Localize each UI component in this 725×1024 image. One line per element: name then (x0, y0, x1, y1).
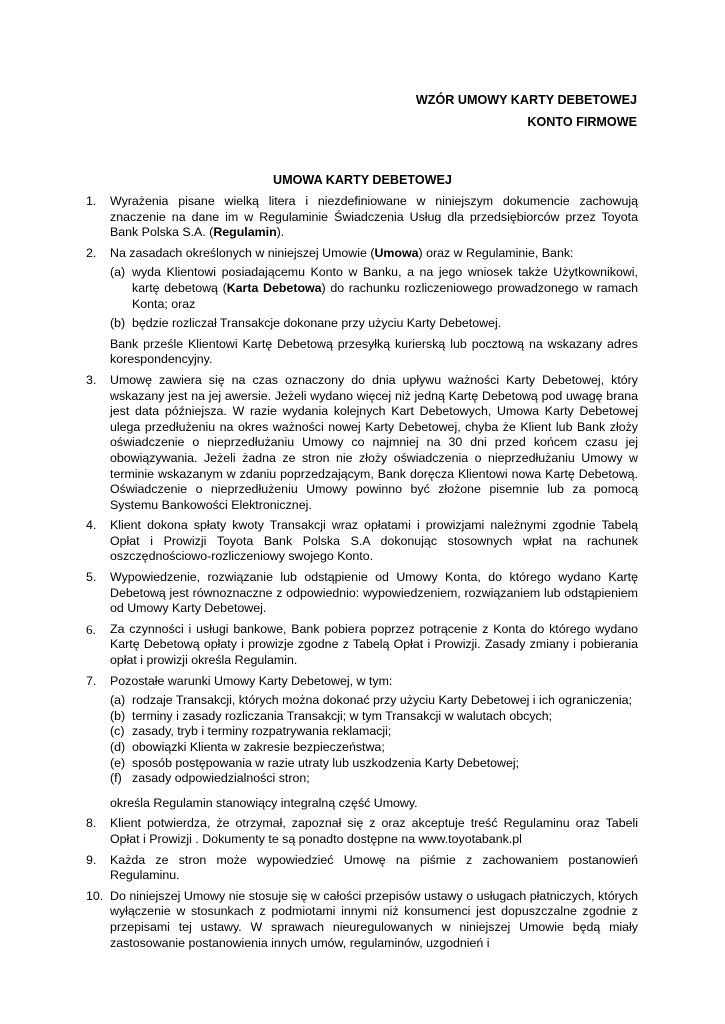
defined-term: Karta Debetowa (226, 280, 322, 295)
clause-text: Wypowiedzenie, rozwiązanie lub odstąpienie od Umowy Konta, do którego wydano Kartę Debetową jest równoznaczne z odpowiednio: wypowiedzeniem, rozwiązaniem lub odstąpieniem od Umowy Karty Debetowej. (110, 570, 638, 616)
clause-note: określa Regulamin stanowiący integralną część Umowy. (110, 795, 418, 810)
defined-term: Regulamin (213, 225, 277, 240)
clause-number: 6. (86, 621, 96, 637)
clause-9 (86, 853, 638, 884)
sub-item-b: (b) terminy i zasady rozliczania Transakcji; w tym Transakcji w walutach obcych; (110, 708, 553, 723)
clause-text: Umowę zawiera się na czas oznaczony do dnia upływu ważności Karty Debetowej, który wskazany jest na jej awersie. Jeżeli wydano więcej niż jedną Kartę Debetową pod uwagę brana jest data późniejsza. W razie wydania kolejnych Kart Debetowych, Umowa Karty Debetowej ulega przedłużeniu na okres ważności nowej Karty Debetowej, chyba że Klient lub Bank złoży oświadczenie o nieprzedłużaniu Umowy co najmniej na 30 dni przed końcem czasu jej obowiązywania. Jeżeli żadna ze stron nie złoży oświadczenia o nieprzedłużaniu Umowy w terminie wskazanym w zdaniu poprzedzającym, Bank doręcza Klientowi nowa Kartę Debetową. Oświadczenie o nieprzedłużeniu Umowy powinno być złożone pisemnie lub za pomocą Systemu Bankowości Elektronicznej. (110, 372, 638, 512)
sub-item-c: (c) zasady, tryb i terminy rozpatrywania reklamacji; (110, 724, 392, 739)
sub-item-f: (f) zasady odpowiedzialności stron; (110, 771, 310, 786)
clause-text: Za czynności i usługi bankowe, Bank pobiera poprzez potrącenie z Konta do którego wydano Kartę Debetową opłaty i prowizje zgodne z Tabelą Opłat i Prowizji. Zasady zmiany i pobierania opłat i prowizji określa Regulamin. (110, 621, 638, 668)
document-title: UMOWA KARTY DEBETOWEJ (273, 173, 452, 187)
clause-5 (86, 570, 638, 617)
clause-10 (86, 889, 638, 951)
header-line-2: KONTO FIRMOWE (527, 115, 637, 129)
defined-term: Umowa (374, 245, 419, 260)
header-line-1: WZÓR UMOWY KARTY DEBETOWEJ (415, 93, 637, 107)
clause-2 (86, 246, 638, 368)
clause-note: Bank prześle Klientowi Kartę Debetową przesyłką kurierską lub pocztową na wskazany adres korespondencyjny. (110, 336, 638, 367)
clause-1 (86, 194, 638, 241)
clause-number: 3. (86, 372, 97, 387)
clause-number: 1. (86, 194, 97, 208)
clause-3 (86, 373, 638, 513)
clause-number: 9. (86, 852, 97, 867)
clause-number: 4. (86, 518, 97, 533)
sub-item-d: (d) obowiązki Klienta w zakresie bezpieczeństwa; (110, 740, 385, 754)
clause-text: Na zasadach określonych w niniejszej Umowie (Umowa) oraz w Regulaminie, Bank: (110, 245, 574, 260)
sub-item-a: (a) wyda Klientowi posiadającemu Konto w Banku, a na jego wniosek także Użytkownikowi, kartę debetową (Karta Debetowa) do rachunku rozliczeniowego prowadzonego w ramach Konta; oraz (110, 265, 638, 311)
clause-number: 8. (86, 816, 97, 831)
clause-text: Wyrażenia pisane wielką litera i niezdefiniowane w niniejszym dokumencie zachowują znaczenie na dane im w Regulaminie Świadczenia Usług dla przedsiębiorców przez Toyota Bank Polska S.A. (Regulamin). (110, 194, 638, 240)
clause-text: Do niniejszej Umowy nie stosuje się w całości przepisów ustawy o usługach płatniczych, których wyłączenie w stosunkach z podmiotami innymi niż konsumenci jest dopuszczalne zgodnie z przepisami tej ustawy. W sprawach nieuregulowanych w niniejszej Umowie będą miały zastosowanie postanowienia innych umów, regulaminów, uzgodnień i (110, 888, 638, 950)
clause-number: 10. (86, 888, 104, 903)
clause-text: Pozostałe warunki Umowy Karty Debetowej, w tym: (110, 673, 393, 688)
clause-text: Klient dokona spłaty kwoty Transakcji wraz opłatami i prowizjami należnymi zgodnie Tabelą Opłat i Prowizji Toyota Bank Polska S.A dokonując stosownych wpłat na rachunek oszczędnościowo-rozliczeniowy swojego Konto. (110, 518, 638, 564)
clause-6 (86, 622, 638, 669)
document-body (86, 194, 638, 956)
sub-item-a: (a) rodzaje Transakcji, których można dokonać przy użyciu Karty Debetowej i ich ograniczenia; (110, 693, 632, 708)
clause-number: 7. (86, 673, 97, 688)
clause-8 (86, 816, 638, 847)
clause-text: Każda ze stron może wypowiedzieć Umowę na piśmie z zachowaniem postanowień Regulaminu. (110, 852, 638, 883)
clause-4 (86, 518, 638, 565)
clause-number: 2. (86, 245, 97, 260)
clause-number: 5. (86, 570, 97, 585)
sub-item-b: (b) będzie rozliczał Transakcje dokonane przy użyciu Karty Debetowej. (110, 316, 502, 331)
clause-text: Klient potwierdza, że otrzymał, zapoznał się z oraz akceptuje treść Regulaminu oraz Tabeli Opłat i Prowizji . Dokumenty te są ponadto dostępne na www.toyotabank.pl (110, 816, 638, 846)
sub-item-e: (e) sposób postępowania w razie utraty lub uszkodzenia Karty Debetowej; (110, 755, 520, 770)
clause-7 (86, 674, 638, 812)
